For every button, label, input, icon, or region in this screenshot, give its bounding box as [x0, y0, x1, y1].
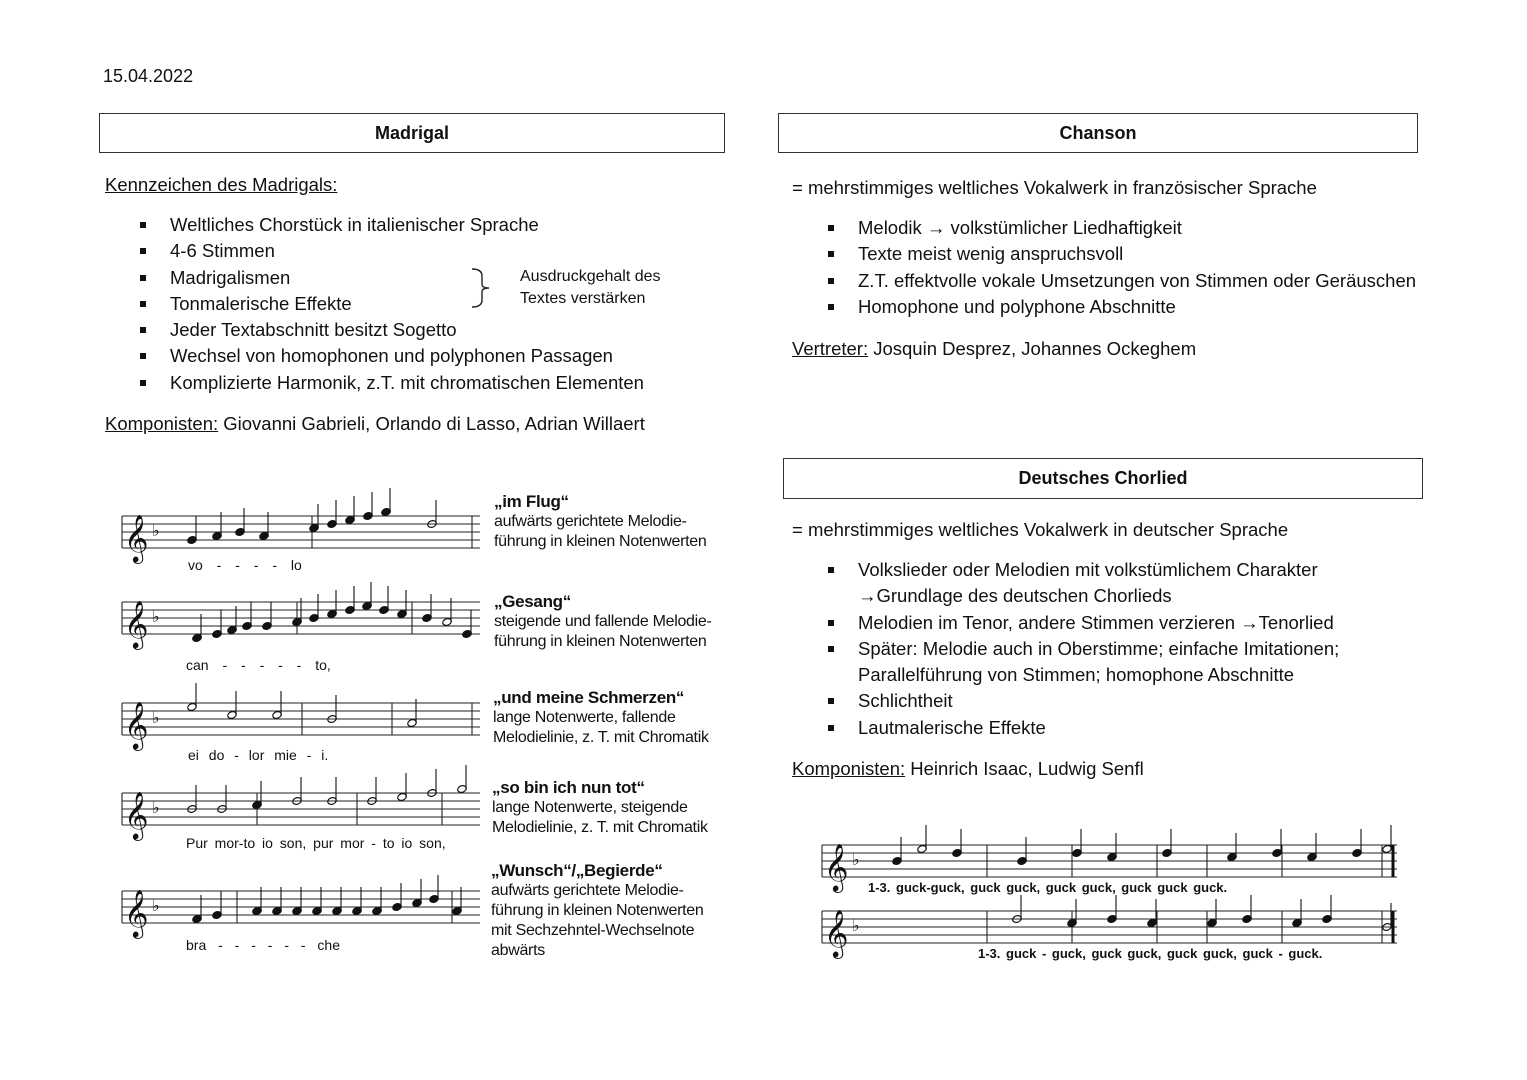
example-desc: führung in kleinen Notenwerten — [494, 633, 707, 650]
list-item: Parallelführung von Stimmen; homophone Abschnitte — [858, 664, 1295, 686]
chanson-title: Chanson — [1059, 122, 1137, 143]
music-example-caption — [493, 688, 709, 748]
example-desc: Melodielinie, z. T. mit Chromatik — [493, 729, 709, 746]
chorlied-definition: = mehrstimmiges weltliches Vokalwerk in deutscher Sprache — [792, 519, 1289, 540]
example-title: „im Flug“ — [494, 492, 569, 511]
treble-clef-icon: 𝄞 — [824, 908, 849, 957]
list-item: Später: Melodie auch in Oberstimme; einfache Imitationen; — [792, 636, 1339, 662]
document-date: 15.04.2022 — [103, 66, 194, 86]
music-example-caption — [492, 778, 708, 838]
music-example-caption — [494, 492, 706, 552]
lyrics: vo - - - - lo — [188, 557, 302, 573]
lyrics: can - - - - - to, — [186, 657, 331, 673]
chorlied-title: Deutsches Chorlied — [1018, 468, 1188, 488]
treble-clef-icon: 𝄞 — [124, 790, 149, 839]
list-item: Melodik → volkstümlicher Liedhaftigkeit — [792, 215, 1416, 241]
chorlied-composers — [792, 758, 1144, 780]
representatives-names: Josquin Desprez, Johannes Ockeghem — [873, 338, 1197, 359]
list-item: Tonmalerische Effekte — [104, 291, 644, 317]
lyrics: bra - - - - - - che — [186, 937, 341, 953]
example-title: „so bin ich nun tot“ — [492, 778, 645, 797]
score-lyrics-top: 1-3. guck-guck, guck guck, guck guck, guck guck guck. — [868, 880, 1228, 895]
composers-label: Komponisten: — [792, 758, 906, 779]
treble-clef-icon: 𝄞 — [124, 513, 149, 562]
madrigal-features-heading: Kennzeichen des Madrigals: — [105, 174, 338, 195]
treble-clef-icon: 𝄞 — [124, 700, 149, 749]
list-item: Volkslieder oder Melodien mit volkstümlichem Charakter — [792, 557, 1339, 583]
music-example-caption — [494, 592, 712, 652]
list-item: Weltliches Chorstück in italienischer Sprache — [104, 212, 644, 238]
list-item: Melodien im Tenor, andere Stimmen verzieren →Tenorlied — [792, 610, 1339, 636]
example-desc: abwärts — [491, 942, 545, 959]
flat-sign-icon: ♭ — [152, 607, 160, 626]
music-example-caption — [491, 861, 703, 961]
flat-sign-icon: ♭ — [152, 708, 160, 727]
list-item: Lautmalerische Effekte — [792, 715, 1339, 741]
example-title: „Gesang“ — [494, 592, 571, 611]
treble-clef-icon: 𝄞 — [124, 888, 149, 937]
chanson-title-box — [778, 113, 1418, 153]
chanson-feature-list — [792, 215, 1416, 320]
example-desc: aufwärts gerichtete Melodie- — [491, 882, 684, 899]
example-title: „und meine Schmerzen“ — [493, 688, 685, 707]
example-desc: lange Notenwerte, fallende — [493, 709, 676, 726]
composers-names: Giovanni Gabrieli, Orlando di Lasso, Adrian Willaert — [223, 413, 645, 434]
chorlied-feature-list — [792, 557, 1339, 741]
list-item: Komplizierte Harmonik, z.T. mit chromatischen Elementen — [104, 370, 644, 396]
composers-names: Heinrich Isaac, Ludwig Senfl — [910, 758, 1144, 779]
list-item: Homophone und polyphone Abschnitte — [792, 294, 1416, 320]
composers-label: Komponisten: — [105, 413, 219, 434]
list-item: Schlichtheit — [792, 688, 1339, 714]
chorlied-title-box — [783, 458, 1423, 499]
list-item: Z.T. effektvolle vokale Umsetzungen von Stimmen oder Geräuschen — [792, 268, 1416, 294]
flat-sign-icon: ♭ — [152, 521, 160, 540]
madrigal-title: Madrigal — [374, 122, 449, 143]
flat-sign-icon: ♭ — [852, 850, 860, 869]
flat-sign-icon: ♭ — [152, 798, 160, 817]
example-desc: führung in kleinen Notenwerten — [491, 902, 704, 919]
example-title: „Wunsch“/„Begierde“ — [491, 861, 663, 880]
flat-sign-icon: ♭ — [152, 896, 160, 915]
list-item: Wechsel von homophonen und polyphonen Passagen — [104, 343, 644, 369]
chanson-definition: = mehrstimmiges weltliches Vokalwerk in französischer Sprache — [792, 177, 1317, 198]
example-desc: lange Notenwerte, steigende — [492, 799, 688, 816]
lyrics: ei do - lor mie - i. — [188, 747, 329, 763]
lyrics: Pur mor-to io son, pur mor - to io son, — [186, 835, 446, 851]
flat-sign-icon: ♭ — [852, 916, 860, 935]
list-item: Jeder Textabschnitt besitzt Sogetto — [104, 317, 644, 343]
list-item: Texte meist wenig anspruchsvoll — [792, 241, 1416, 267]
bracket-note-line: Ausdruckgehalt des — [520, 268, 661, 285]
treble-clef-icon: 𝄞 — [124, 599, 149, 648]
example-desc: mit Sechzehntel-Wechselnote — [491, 922, 695, 939]
chanson-representatives — [792, 338, 1196, 360]
treble-clef-icon: 𝄞 — [824, 842, 849, 891]
list-item: 4-6 Stimmen — [104, 238, 644, 264]
score-lyrics-bottom: 1-3. guck - guck, guck guck, guck guck, guck - guck. — [978, 946, 1323, 961]
representatives-label: Vertreter: — [792, 338, 869, 359]
list-item: Madrigalismen — [104, 265, 644, 291]
bracket-note-line: Textes verstärken — [520, 290, 646, 307]
example-desc: führung in kleinen Notenwerten — [494, 533, 707, 550]
list-item: →Grundlage des deutschen Chorlieds — [858, 585, 1172, 607]
example-desc: Melodielinie, z. T. mit Chromatik — [492, 819, 708, 836]
example-desc: aufwärts gerichtete Melodie- — [494, 513, 687, 530]
example-desc: steigende und fallende Melodie- — [494, 613, 712, 630]
